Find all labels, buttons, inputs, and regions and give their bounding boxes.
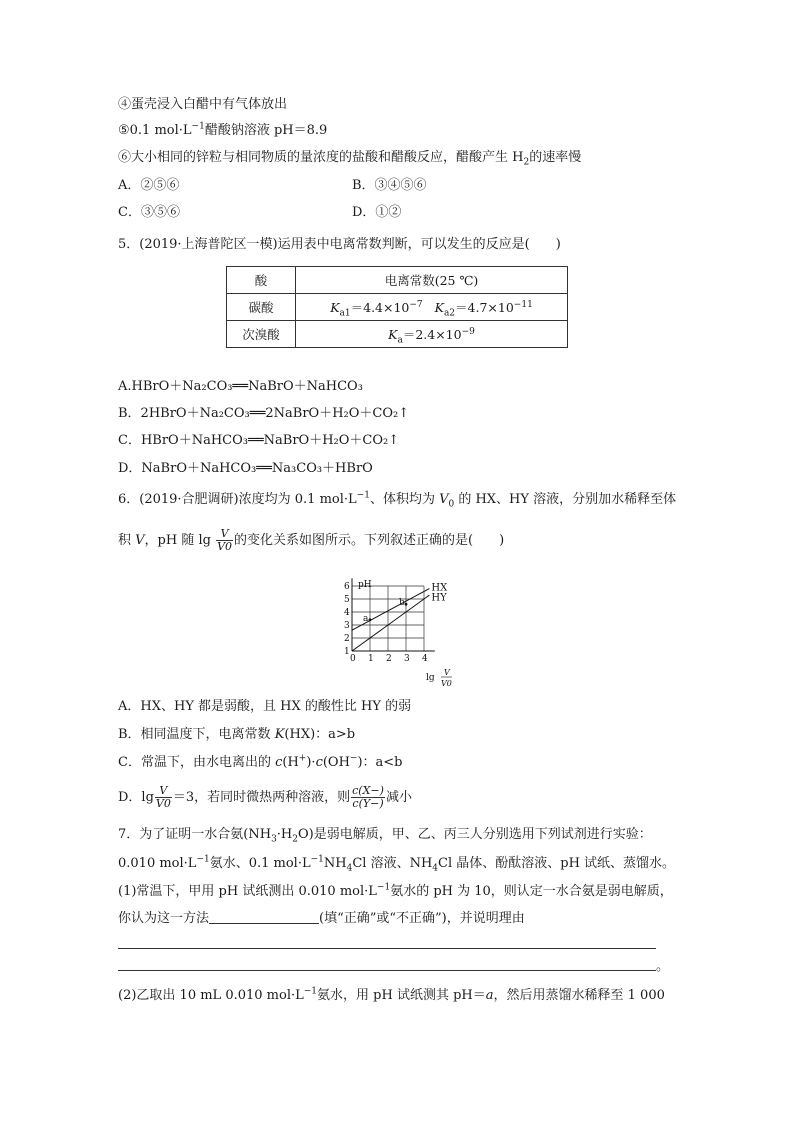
- y-tick-label: 6: [344, 582, 350, 592]
- data-point-a: [369, 618, 372, 621]
- y-tick-label: 1: [344, 647, 350, 657]
- q4-choice-b[interactable]: B．③④⑤⑥: [352, 178, 427, 193]
- answer-blank[interactable]: [209, 910, 319, 924]
- q6-choice-a[interactable]: A．HX、HY 都是弱酸，且 HX 的酸性比 HY 的弱: [118, 699, 412, 714]
- x-tick-label: 2: [386, 654, 392, 664]
- q5-choice-a[interactable]: A.HBrO＋Na₂CO₃══NaBrO＋NaHCO₃: [118, 379, 363, 394]
- q4-option-5: ⑤0.1 $mol\cdot L^{-1}$醋酸钠溶液 pH＝8.9: [118, 121, 328, 138]
- fraction: $\frac{V}{V0}$: [155, 784, 171, 810]
- point-label-a: a: [363, 613, 369, 624]
- q6-stem-line2: 积 V，pH 随 lg $\frac{V}{V0}$ 的变化关系如图所示。下列叙述正确的是( ): [118, 527, 505, 553]
- q4-choice-c[interactable]: C．③⑤⑥: [118, 205, 180, 220]
- x-tick-label: 0: [350, 654, 356, 664]
- period: 。: [656, 959, 670, 974]
- q7-part1-line1: (1)常温下，甲用 pH 试纸测出 0.010 $mol\cdot L^{-1}$氨水的 pH 为 10，则认定一水合氨是弱电解质，: [118, 882, 673, 899]
- q7-stem-line1: 7．为了证明一水合氨$(NH_3\cdot H_2O)$是弱电解质，甲、乙、丙三人分别选用下列试剂进行实验：: [118, 827, 652, 845]
- answer-line[interactable]: [118, 970, 656, 971]
- table-cell-hypobromous-ka: $K_a=2.4\times 10^{-9}$: [296, 321, 568, 348]
- ph-dilution-graph: [330, 576, 470, 696]
- q7-part1-line2: 你认为这一方法 (填“正确”或“不正确”)，并说明理由: [118, 911, 525, 926]
- q6-choice-b[interactable]: B．相同温度下，电离常数 K(HX)：a>b: [118, 727, 356, 742]
- series-label-hy: HY: [431, 592, 447, 604]
- q4-choice-a[interactable]: A．②⑤⑥: [118, 178, 180, 193]
- answer-line[interactable]: [118, 948, 656, 949]
- series-label-hx: HX: [431, 582, 448, 594]
- q6-choice-d[interactable]: D．lg $\frac{V}{V0}$ ＝3，若同时微热两种溶液，则 $\frac{c(X-)}{c(Y-)}$ 减小: [118, 784, 412, 810]
- table-row: [227, 294, 568, 321]
- series-line-hx: [352, 589, 429, 631]
- q6-stem-line1: 6．(2019·合肥调研)浓度均为 0.1 $mol\cdot L^{-1}$、体积均为 $V_0$ 的 HX、HY 溶液，分别加水稀释至体: [118, 490, 677, 510]
- table-row: [227, 267, 568, 294]
- q5-choice-c[interactable]: C．HBrO＋NaHCO₃══NaBrO＋H₂O＋CO₂↑: [118, 433, 400, 448]
- table-row: [227, 321, 568, 348]
- point-label-b: b: [399, 598, 405, 609]
- table-header-constant: 电离常数(25 ℃): [296, 267, 568, 294]
- table-cell-hypobromous: 次溴酸: [227, 321, 296, 348]
- fraction: $\frac{c(X-)}{c(Y-)}$: [352, 784, 384, 810]
- y-tick-label: 3: [344, 621, 350, 631]
- data-point-b: [405, 603, 408, 606]
- q5-choice-b[interactable]: B．2HBrO＋Na₂CO₃══2NaBrO＋H₂O＋CO₂↑: [118, 406, 410, 421]
- q6-choice-c[interactable]: C．常温下，由水电离出的 c(H+)·c(OH−)：a<b: [118, 753, 403, 770]
- q4-option-6: ⑥大小相同的锌粒与相同物质的量浓度的盐酸和醋酸反应，醋酸产生 $H_2$的速率慢: [118, 150, 582, 168]
- y-tick-label: 5: [344, 595, 350, 605]
- ionization-constant-table: [226, 266, 568, 348]
- x-tick-label: 1: [368, 654, 374, 664]
- graph-x-label-lg: lg: [426, 673, 435, 683]
- q7-stem-line2: 0.010 $mol\cdot L^{-1}$氨水、0.1 $mol\cdot L^{-1}NH_4Cl$ 溶液、$NH_4Cl$ 晶体、酚酞溶液、pH 试纸、蒸馏水。: [118, 854, 676, 874]
- table-cell-carbonic-ka: $K_{a1}=4.4\times 10^{-7}$ $K_{a2}=4.7\times 10^{-11}$: [296, 294, 568, 321]
- table-cell-carbonic: 碳酸: [227, 294, 296, 321]
- q5-choice-d[interactable]: D．NaBrO＋NaHCO₃══Na₃CO₃＋HBrO: [118, 461, 373, 476]
- fraction: $\frac{V}{V0}$: [217, 527, 233, 553]
- q4-option-4: ④蛋壳浸入白醋中有气体放出: [118, 97, 288, 112]
- x-tick-label: 4: [422, 654, 428, 664]
- q7-part2-line1: (2)乙取出 10 mL 0.010 $mol\cdot L^{-1}$氨水，用 pH 试纸测其 pH＝a，然后用蒸馏水稀释至 1 000: [118, 986, 665, 1003]
- table-header-acid: 酸: [227, 267, 296, 294]
- x-tick-label: 3: [404, 654, 410, 664]
- graph-x-label-num: V: [444, 668, 450, 677]
- q5-stem: 5．(2019·上海普陀区一模)运用表中电离常数判断，可以发生的反应是( ): [118, 237, 561, 252]
- y-tick-label: 4: [344, 608, 350, 618]
- graph-y-label: pH: [358, 580, 372, 590]
- q4-choice-d[interactable]: D．①②: [352, 205, 402, 220]
- y-tick-label: 2: [344, 634, 350, 644]
- graph-x-label-den: V0: [441, 679, 452, 688]
